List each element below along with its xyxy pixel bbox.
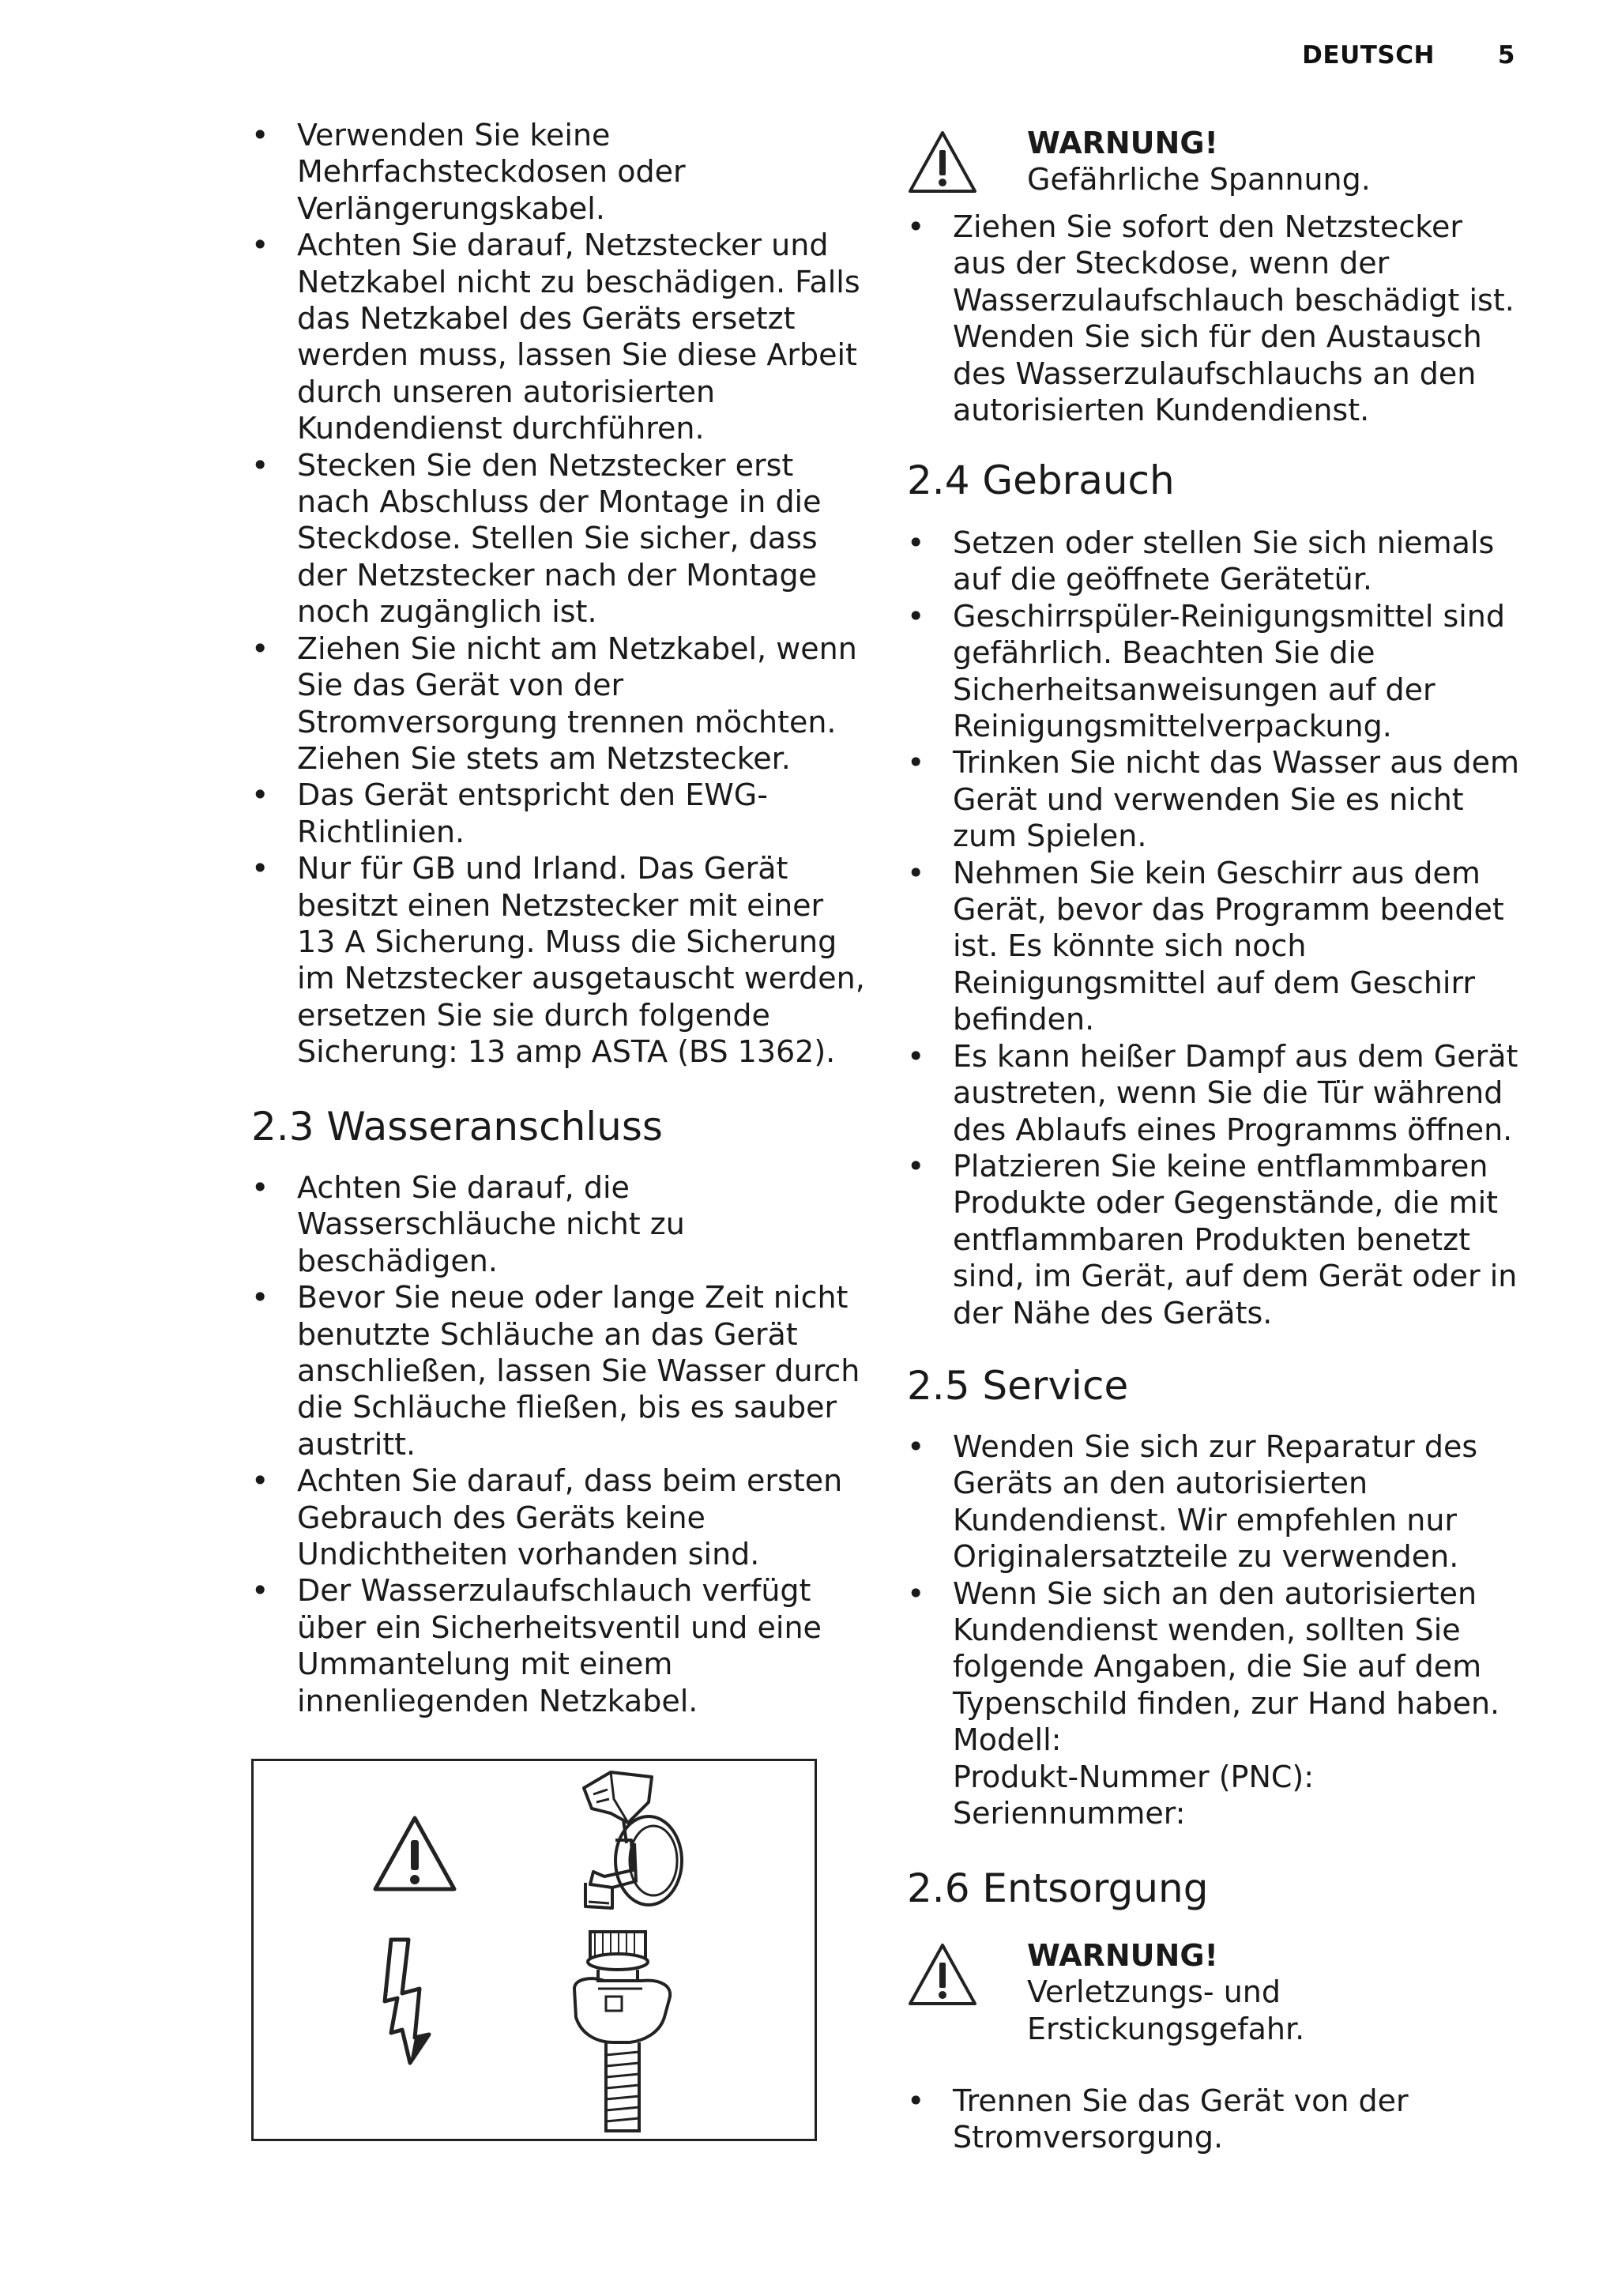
list-item: • Achten Sie darauf, dass beim ersten Gebrauch des Geräts keine Undichtheiten vorhanden sind.: [251, 1463, 843, 1572]
safety-illustration: [251, 1759, 817, 2141]
list-item: • Stecken Sie den Netzstecker erst nach Abschluss der Montage in die Steckdose. Stellen Sie sicher, dass der Netzstecker nach der Montage noch zugänglich ist.: [251, 447, 822, 630]
list-item: • Es kann heißer Dampf aus dem Gerät austreten, wenn Sie die Tür während des Ablaufs eines Programms öffnen.: [907, 1038, 1518, 1147]
list-item: • Der Wasserzulaufschlauch verfügt über ein Sicherheitsventil und eine Ummantelung mit einem innenliegenden Netzkabel.: [251, 1573, 822, 1718]
warning-text: Verletzungs- und Erstickungsgefahr.: [1027, 1974, 1305, 2046]
section-heading-entsorgung: 2.6 Entsorgung: [907, 1865, 1209, 1911]
water-tap-illustration: [576, 1767, 694, 1918]
list-item: • Verwenden Sie keine Mehrfachsteckdosen oder Verlängerungskabel.: [251, 118, 686, 226]
list-item: • Ziehen Sie sofort den Netzstecker aus der Steckdose, wenn der Wasserzulaufschlauch beschädigt ist. Wenden Sie sich für den Austausch des Wasserzulaufschlauchs an den autorisierten Kundendienst.: [907, 209, 1515, 428]
warning-suffocation: [907, 1937, 1311, 2047]
list-item: • Wenden Sie sich zur Reparatur des Geräts an den autorisierten Kundendienst. Wir empfehlen nur Originalersatzteile zu verwenden.: [907, 1429, 1478, 1575]
list-item: • Achten Sie darauf, Netzstecker und Netzkabel nicht zu beschädigen. Falls das Netzkabel des Geräts ersetzt werden muss, lassen Sie diese Arbeit durch unseren autorisierten Kundendienst durchführen.: [251, 228, 860, 446]
page-header: [1302, 41, 1515, 70]
list-item: • Nur für GB und Irland. Das Gerät besitzt einen Netzstecker mit einer 13 A Sicherung. Muss die Sicherung im Netzstecker ausgetauscht werden, ersetzen Sie sie durch folgende Sicherung: 13 amp ASTA (BS 1362).: [251, 851, 865, 1070]
warning-triangle-icon: [907, 1942, 978, 2007]
voltage-bullet-list: [907, 209, 1523, 428]
section-heading-service: 2.5 Service: [907, 1363, 1129, 1409]
list-item: • Geschirrspüler-Reinigungsmittel sind gefährlich. Beachten Sie die Sicherheitsanweisungen auf der Reinigungsmittelverpackung.: [907, 598, 1506, 744]
warning-triangle-icon: [907, 130, 978, 194]
list-item: • Das Gerät entspricht den EWG-Richtlinien.: [251, 777, 768, 849]
list-item: • Platzieren Sie keine entflammbaren Produkte oder Gegenstände, die mit entflammbaren Produkten benetzt sind, im Gerät, auf dem Gerät oder in der Nähe des Geräts.: [907, 1148, 1518, 1331]
typenschild-field-seriennummer: Seriennummer:: [953, 1796, 1186, 1831]
warning-triangle-icon: [371, 1813, 459, 1895]
typenschild-field-pnc: Produkt-Nummer (PNC):: [953, 1759, 1315, 1794]
entsorgung-bullet-list: [907, 2083, 1523, 2156]
page-number: 5: [1497, 41, 1515, 70]
intro-bullet-list: [251, 117, 867, 1071]
list-item: • Wenn Sie sich an den autorisierten Kundendienst wenden, sollten Sie folgende Angaben, die Sie auf dem Typenschild finden, zur Hand haben.: [907, 1575, 1500, 1721]
inlet-hose-safety-valve-illustration: [566, 1924, 717, 2137]
list-item: • Trennen Sie das Gerät von der Stromversorgung.: [907, 2083, 1409, 2155]
wasseranschluss-bullet-list: [251, 1169, 867, 1719]
section-heading-gebrauch: 2.4 Gebrauch: [907, 457, 1175, 503]
warning-text: Gefährliche Spannung.: [1027, 162, 1371, 198]
lightning-bolt-icon: [380, 1937, 443, 2066]
list-item: • Trinken Sie nicht das Wasser aus dem Gerät und verwenden Sie es nicht zum Spielen.: [907, 745, 1519, 854]
list-item: • Achten Sie darauf, die Wasserschläuche nicht zu beschädigen.: [251, 1170, 685, 1278]
list-item: • Nehmen Sie kein Geschirr aus dem Gerät, bevor das Programm beendet ist. Es könnte sich noch Reinigungsmittel auf dem Geschirr befinden.: [907, 855, 1504, 1037]
list-item: • Setzen oder stellen Sie sich niemals auf die geöffnete Gerätetür.: [907, 525, 1495, 597]
section-heading-wasseranschluss: 2.3 Wasseranschluss: [251, 1104, 663, 1150]
warning-voltage: [907, 125, 1371, 198]
gebrauch-bullet-list: [907, 525, 1523, 1331]
header-language: DEUTSCH: [1302, 41, 1435, 70]
list-item: • Ziehen Sie nicht am Netzkabel, wenn Sie das Gerät von der Stromversorgung trennen möchten. Ziehen Sie stets am Netzstecker.: [251, 630, 857, 776]
list-item: • Bevor Sie neue oder lange Zeit nicht benutzte Schläuche an das Gerät anschließen, lassen Sie Wasser durch die Schläuche fließen, bis es sauber austritt.: [251, 1280, 860, 1462]
warning-title: WARNUNG!: [1027, 1938, 1218, 1973]
warning-title: WARNUNG!: [1027, 126, 1218, 160]
service-bullet-list: [907, 1428, 1523, 1831]
typenschild-field-modell: Modell:: [953, 1722, 1062, 1758]
